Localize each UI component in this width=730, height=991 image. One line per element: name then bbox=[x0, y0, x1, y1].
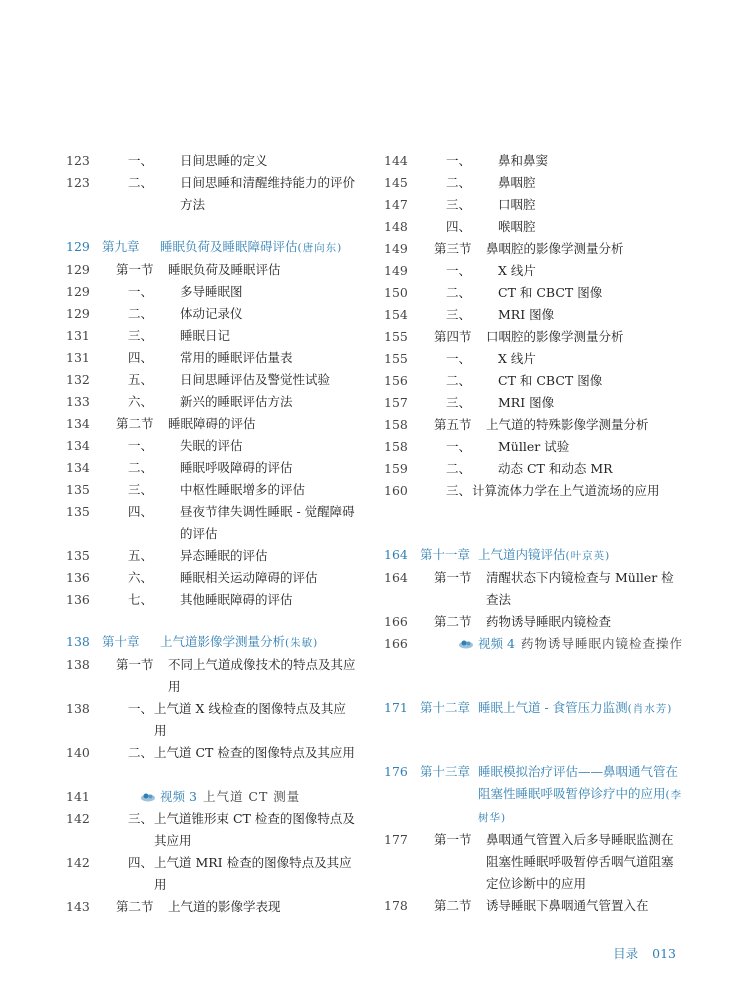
toc-section[interactable] bbox=[384, 238, 684, 260]
toc-section[interactable] bbox=[66, 259, 356, 281]
page-number: 129 bbox=[66, 239, 90, 254]
video-title: 上气道 CT 测量 bbox=[202, 789, 301, 804]
page-number: 123 bbox=[66, 153, 90, 168]
entry-label: 三、 bbox=[128, 328, 154, 343]
chapter-title: 睡眠模拟治疗评估——鼻咽通气管在阻塞性睡眠呼吸暂停诊疗中的应用 bbox=[478, 764, 679, 801]
toc-entry[interactable] bbox=[384, 458, 684, 480]
page-number: 177 bbox=[384, 832, 408, 847]
entry-title: 新兴的睡眠评估方法 bbox=[180, 394, 293, 409]
page-number: 143 bbox=[66, 899, 90, 914]
entry-label: 四、 bbox=[128, 350, 154, 365]
entry-label: 七、 bbox=[128, 592, 154, 607]
chapter-title: 睡眠负荷及睡眠障碍评估 bbox=[160, 239, 298, 254]
page-number: 145 bbox=[384, 175, 408, 190]
chapter-author: (朱敏) bbox=[285, 637, 319, 649]
page-number: 133 bbox=[66, 394, 90, 409]
page-number: 138 bbox=[66, 634, 90, 649]
chapter-author: (肖水芳) bbox=[627, 703, 673, 715]
entry-label: 三、 bbox=[446, 307, 472, 322]
toc-entry[interactable] bbox=[66, 852, 356, 896]
toc-entry[interactable] bbox=[66, 347, 356, 369]
toc-entry[interactable] bbox=[66, 457, 356, 479]
entry-label: 二、 bbox=[446, 285, 472, 300]
entry-label: 一、 bbox=[128, 701, 154, 716]
footer-section-name: 目录 bbox=[613, 946, 639, 961]
toc-entry[interactable] bbox=[384, 436, 684, 458]
toc-entry[interactable] bbox=[66, 150, 356, 172]
page-number: 135 bbox=[66, 482, 90, 497]
page-number: 156 bbox=[384, 373, 408, 388]
page-number: 144 bbox=[384, 153, 408, 168]
entry-title: 失眠的评估 bbox=[180, 438, 243, 453]
entry-title: X 线片 bbox=[498, 351, 536, 366]
page-number: 159 bbox=[384, 461, 408, 476]
page-number: 155 bbox=[384, 329, 408, 344]
toc-section[interactable] bbox=[66, 896, 356, 918]
toc-entry[interactable] bbox=[66, 567, 356, 589]
page-number: 178 bbox=[384, 898, 408, 913]
video-title: 药物诱导睡眠内镜检查操作 bbox=[520, 636, 683, 651]
page-number: 136 bbox=[66, 570, 90, 585]
section-label: 第五节 bbox=[434, 417, 472, 432]
page-number: 134 bbox=[66, 438, 90, 453]
page-number: 158 bbox=[384, 439, 408, 454]
section-label: 第三节 bbox=[434, 241, 472, 256]
toc-section[interactable] bbox=[384, 567, 684, 611]
toc-chapter[interactable] bbox=[66, 631, 356, 654]
section-title: 上气道的影像学表现 bbox=[168, 899, 281, 914]
entry-label: 二、 bbox=[128, 460, 154, 475]
section-label: 第二节 bbox=[116, 416, 154, 431]
section-label: 第二节 bbox=[116, 899, 154, 914]
page-number: 134 bbox=[66, 416, 90, 431]
page-number: 141 bbox=[66, 789, 90, 804]
section-label: 第一节 bbox=[434, 832, 472, 847]
page-number: 135 bbox=[66, 504, 90, 519]
video-label: 视频 3 bbox=[160, 789, 197, 804]
page-number: 131 bbox=[66, 350, 90, 365]
chapter-title: 上气道影像学测量分析 bbox=[160, 634, 286, 649]
toc-entry[interactable] bbox=[384, 172, 684, 194]
section-label: 第一节 bbox=[434, 570, 472, 585]
entry-label: 一、 bbox=[446, 153, 472, 168]
chapter-author: (叶京英) bbox=[565, 550, 611, 562]
entry-label: 二、 bbox=[128, 745, 154, 760]
footer-page-number: 013 bbox=[652, 946, 676, 961]
entry-title: 睡眠日记 bbox=[180, 328, 231, 343]
page-number: 157 bbox=[384, 395, 408, 410]
page-number: 176 bbox=[384, 764, 408, 779]
entry-label: 六、 bbox=[128, 394, 154, 409]
toc-entry[interactable] bbox=[66, 369, 356, 391]
section-title: 口咽腔的影像学测量分析 bbox=[486, 329, 624, 344]
toc-entry[interactable] bbox=[384, 370, 684, 392]
page-number: 149 bbox=[384, 263, 408, 278]
entry-label: 五、 bbox=[128, 372, 154, 387]
entry-title: MRI 图像 bbox=[498, 307, 555, 322]
video-icon bbox=[140, 792, 156, 802]
entry-label: 一、 bbox=[446, 351, 472, 366]
entry-label: 三、 bbox=[446, 197, 472, 212]
entry-label: 一、 bbox=[128, 153, 154, 168]
page-number: 123 bbox=[66, 175, 90, 190]
chapter-label: 第十章 bbox=[102, 634, 140, 649]
section-label: 第一节 bbox=[116, 657, 154, 672]
section-title: 诱导睡眠下鼻咽通气管置入在 bbox=[486, 898, 649, 913]
toc-entry[interactable] bbox=[66, 391, 356, 413]
entry-title: 睡眠呼吸障碍的评估 bbox=[180, 460, 293, 475]
entry-label: 三、 bbox=[128, 482, 154, 497]
page-number: 171 bbox=[384, 700, 408, 715]
toc-video[interactable] bbox=[66, 786, 356, 808]
section-title: 鼻咽腔的影像学测量分析 bbox=[486, 241, 624, 256]
section-label: 第二节 bbox=[434, 614, 472, 629]
toc-entry[interactable] bbox=[384, 282, 684, 304]
section-label: 第四节 bbox=[434, 329, 472, 344]
toc-video[interactable] bbox=[384, 633, 684, 677]
section-title: 鼻咽通气管置入后多导睡眠监测在阻塞性睡眠呼吸暂停舌咽气道阻塞定位诊断中的应用 bbox=[486, 832, 674, 891]
page-number: 166 bbox=[384, 614, 408, 629]
page-number: 149 bbox=[384, 241, 408, 256]
entry-title: 日间思睡评估及警觉性试验 bbox=[180, 372, 331, 387]
toc-section[interactable] bbox=[384, 895, 684, 917]
entry-label: 五、 bbox=[128, 548, 154, 563]
entry-label: 一、 bbox=[446, 263, 472, 278]
chapter-author: (李树华) bbox=[478, 789, 683, 824]
page-number: 129 bbox=[66, 262, 90, 277]
entry-label: 二、 bbox=[128, 175, 154, 190]
entry-title: CT 和 CBCT 图像 bbox=[498, 285, 603, 300]
entry-label: 一、 bbox=[128, 438, 154, 453]
entry-label: 一、 bbox=[128, 284, 154, 299]
page-number: 155 bbox=[384, 351, 408, 366]
entry-title: 体动记录仪 bbox=[180, 306, 243, 321]
entry-title: 日间思睡的定义 bbox=[180, 153, 268, 168]
page-number: 164 bbox=[384, 570, 408, 585]
toc-chapter[interactable] bbox=[384, 544, 684, 567]
page-number: 142 bbox=[66, 855, 90, 870]
toc-left-column bbox=[66, 150, 356, 918]
entry-title: 动态 CT 和动态 MR bbox=[498, 461, 613, 476]
toc-entry[interactable] bbox=[384, 194, 684, 216]
chapter-label: 第十三章 bbox=[420, 764, 471, 779]
entry-title: 鼻咽腔 bbox=[498, 175, 536, 190]
entry-title: CT 和 CBCT 图像 bbox=[498, 373, 603, 388]
page-number: 142 bbox=[66, 811, 90, 826]
toc-chapter[interactable] bbox=[384, 697, 684, 741]
toc-entry[interactable] bbox=[66, 435, 356, 457]
entry-title: 喉咽腔 bbox=[498, 219, 536, 234]
entry-title: 鼻和鼻窦 bbox=[498, 153, 549, 168]
toc-section[interactable] bbox=[384, 829, 684, 895]
page-number: 160 bbox=[384, 483, 408, 498]
video-label: 视频 4 bbox=[478, 636, 515, 651]
entry-title: 上气道 CT 检查的图像特点及其应用 bbox=[154, 745, 355, 760]
video-icon bbox=[458, 639, 474, 649]
entry-label: 一、 bbox=[446, 439, 472, 454]
entry-title: 睡眠相关运动障碍的评估 bbox=[180, 570, 318, 585]
entry-title: 多导睡眠图 bbox=[180, 284, 243, 299]
entry-label: 四、 bbox=[128, 504, 154, 519]
entry-title: 上气道 X 线检查的图像特点及其应用 bbox=[154, 701, 346, 738]
entry-label: 三、 bbox=[446, 483, 472, 498]
toc-entry[interactable] bbox=[384, 150, 684, 172]
page-number: 150 bbox=[384, 285, 408, 300]
toc-chapter[interactable] bbox=[66, 236, 356, 259]
section-label: 第一节 bbox=[116, 262, 154, 277]
page-number: 138 bbox=[66, 701, 90, 716]
page-number: 129 bbox=[66, 306, 90, 321]
page-number: 129 bbox=[66, 284, 90, 299]
chapter-label: 第十一章 bbox=[420, 547, 471, 562]
toc-entry[interactable] bbox=[66, 303, 356, 325]
entry-title: 中枢性睡眠增多的评估 bbox=[180, 482, 306, 497]
entry-label: 三、 bbox=[128, 811, 154, 826]
toc-section[interactable] bbox=[384, 326, 684, 348]
page-number: 166 bbox=[384, 636, 408, 651]
toc-section[interactable] bbox=[66, 413, 356, 435]
toc-section[interactable] bbox=[384, 414, 684, 436]
toc-entry[interactable] bbox=[66, 172, 356, 216]
toc-entry[interactable] bbox=[384, 480, 684, 524]
toc-section[interactable] bbox=[384, 611, 684, 633]
entry-title: 昼夜节律失调性睡眠 - 觉醒障碍的评估 bbox=[180, 504, 355, 541]
toc-entry[interactable] bbox=[66, 325, 356, 347]
entry-label: 六、 bbox=[128, 570, 154, 585]
entry-label: 四、 bbox=[446, 219, 472, 234]
entry-label: 四、 bbox=[128, 855, 154, 870]
toc-right-column bbox=[384, 150, 684, 917]
toc-entry[interactable] bbox=[66, 281, 356, 303]
toc-entry[interactable] bbox=[66, 501, 356, 545]
toc-entry[interactable] bbox=[384, 260, 684, 282]
section-title: 药物诱导睡眠内镜检查 bbox=[486, 614, 612, 629]
chapter-title: 上气道内镜评估 bbox=[478, 547, 566, 562]
page-number: 135 bbox=[66, 548, 90, 563]
page-number: 154 bbox=[384, 307, 408, 322]
section-title: 清醒状态下内镜检查与 Müller 检查法 bbox=[486, 570, 674, 607]
entry-title: MRI 图像 bbox=[498, 395, 555, 410]
entry-label: 二、 bbox=[446, 461, 472, 476]
entry-title: 口咽腔 bbox=[498, 197, 536, 212]
chapter-label: 第九章 bbox=[102, 239, 140, 254]
entry-title: 异态睡眠的评估 bbox=[180, 548, 268, 563]
toc-section[interactable] bbox=[66, 654, 356, 698]
page-number: 140 bbox=[66, 745, 90, 760]
entry-title: Müller 试验 bbox=[498, 439, 570, 454]
page-number: 158 bbox=[384, 417, 408, 432]
toc-entry[interactable] bbox=[66, 808, 356, 852]
page-footer bbox=[613, 944, 676, 962]
section-title: 睡眠负荷及睡眠评估 bbox=[168, 262, 281, 277]
chapter-label: 第十二章 bbox=[420, 700, 471, 715]
page-number: 138 bbox=[66, 657, 90, 672]
toc-entry[interactable] bbox=[384, 348, 684, 370]
page-number: 131 bbox=[66, 328, 90, 343]
chapter-title: 睡眠上气道 - 食管压力监测 bbox=[478, 700, 628, 715]
entry-title: 日间思睡和清醒维持能力的评价方法 bbox=[180, 175, 356, 212]
entry-title: 上气道锥形束 CT 检查的图像特点及其应用 bbox=[154, 811, 355, 848]
toc-chapter[interactable] bbox=[384, 761, 684, 829]
toc-entry[interactable] bbox=[66, 742, 356, 786]
entry-label: 二、 bbox=[446, 373, 472, 388]
page-number: 132 bbox=[66, 372, 90, 387]
entry-label: 二、 bbox=[128, 306, 154, 321]
toc-entry[interactable] bbox=[384, 392, 684, 414]
entry-label: 二、 bbox=[446, 175, 472, 190]
toc-entry[interactable] bbox=[384, 304, 684, 326]
toc-entry[interactable] bbox=[66, 589, 356, 611]
entry-title: 上气道 MRI 检查的图像特点及其应用 bbox=[154, 855, 352, 892]
entry-title: 常用的睡眠评估量表 bbox=[180, 350, 293, 365]
toc-entry[interactable] bbox=[384, 216, 684, 238]
page-number: 136 bbox=[66, 592, 90, 607]
toc-entry[interactable] bbox=[66, 545, 356, 567]
section-label: 第二节 bbox=[434, 898, 472, 913]
entry-label: 三、 bbox=[446, 395, 472, 410]
page-number: 134 bbox=[66, 460, 90, 475]
section-title: 睡眠障碍的评估 bbox=[168, 416, 256, 431]
page-number: 147 bbox=[384, 197, 408, 212]
chapter-author: (唐向东) bbox=[297, 242, 343, 254]
section-title: 不同上气道成像技术的特点及其应用 bbox=[168, 657, 356, 694]
entry-title: 其他睡眠障碍的评估 bbox=[180, 592, 293, 607]
page-number: 164 bbox=[384, 547, 408, 562]
entry-title: X 线片 bbox=[498, 263, 536, 278]
entry-title: 计算流体力学在上气道流场的应用 bbox=[472, 483, 660, 498]
page-number: 148 bbox=[384, 219, 408, 234]
toc-entry[interactable] bbox=[66, 698, 356, 742]
section-title: 上气道的特殊影像学测量分析 bbox=[486, 417, 649, 432]
toc-entry[interactable] bbox=[66, 479, 356, 501]
